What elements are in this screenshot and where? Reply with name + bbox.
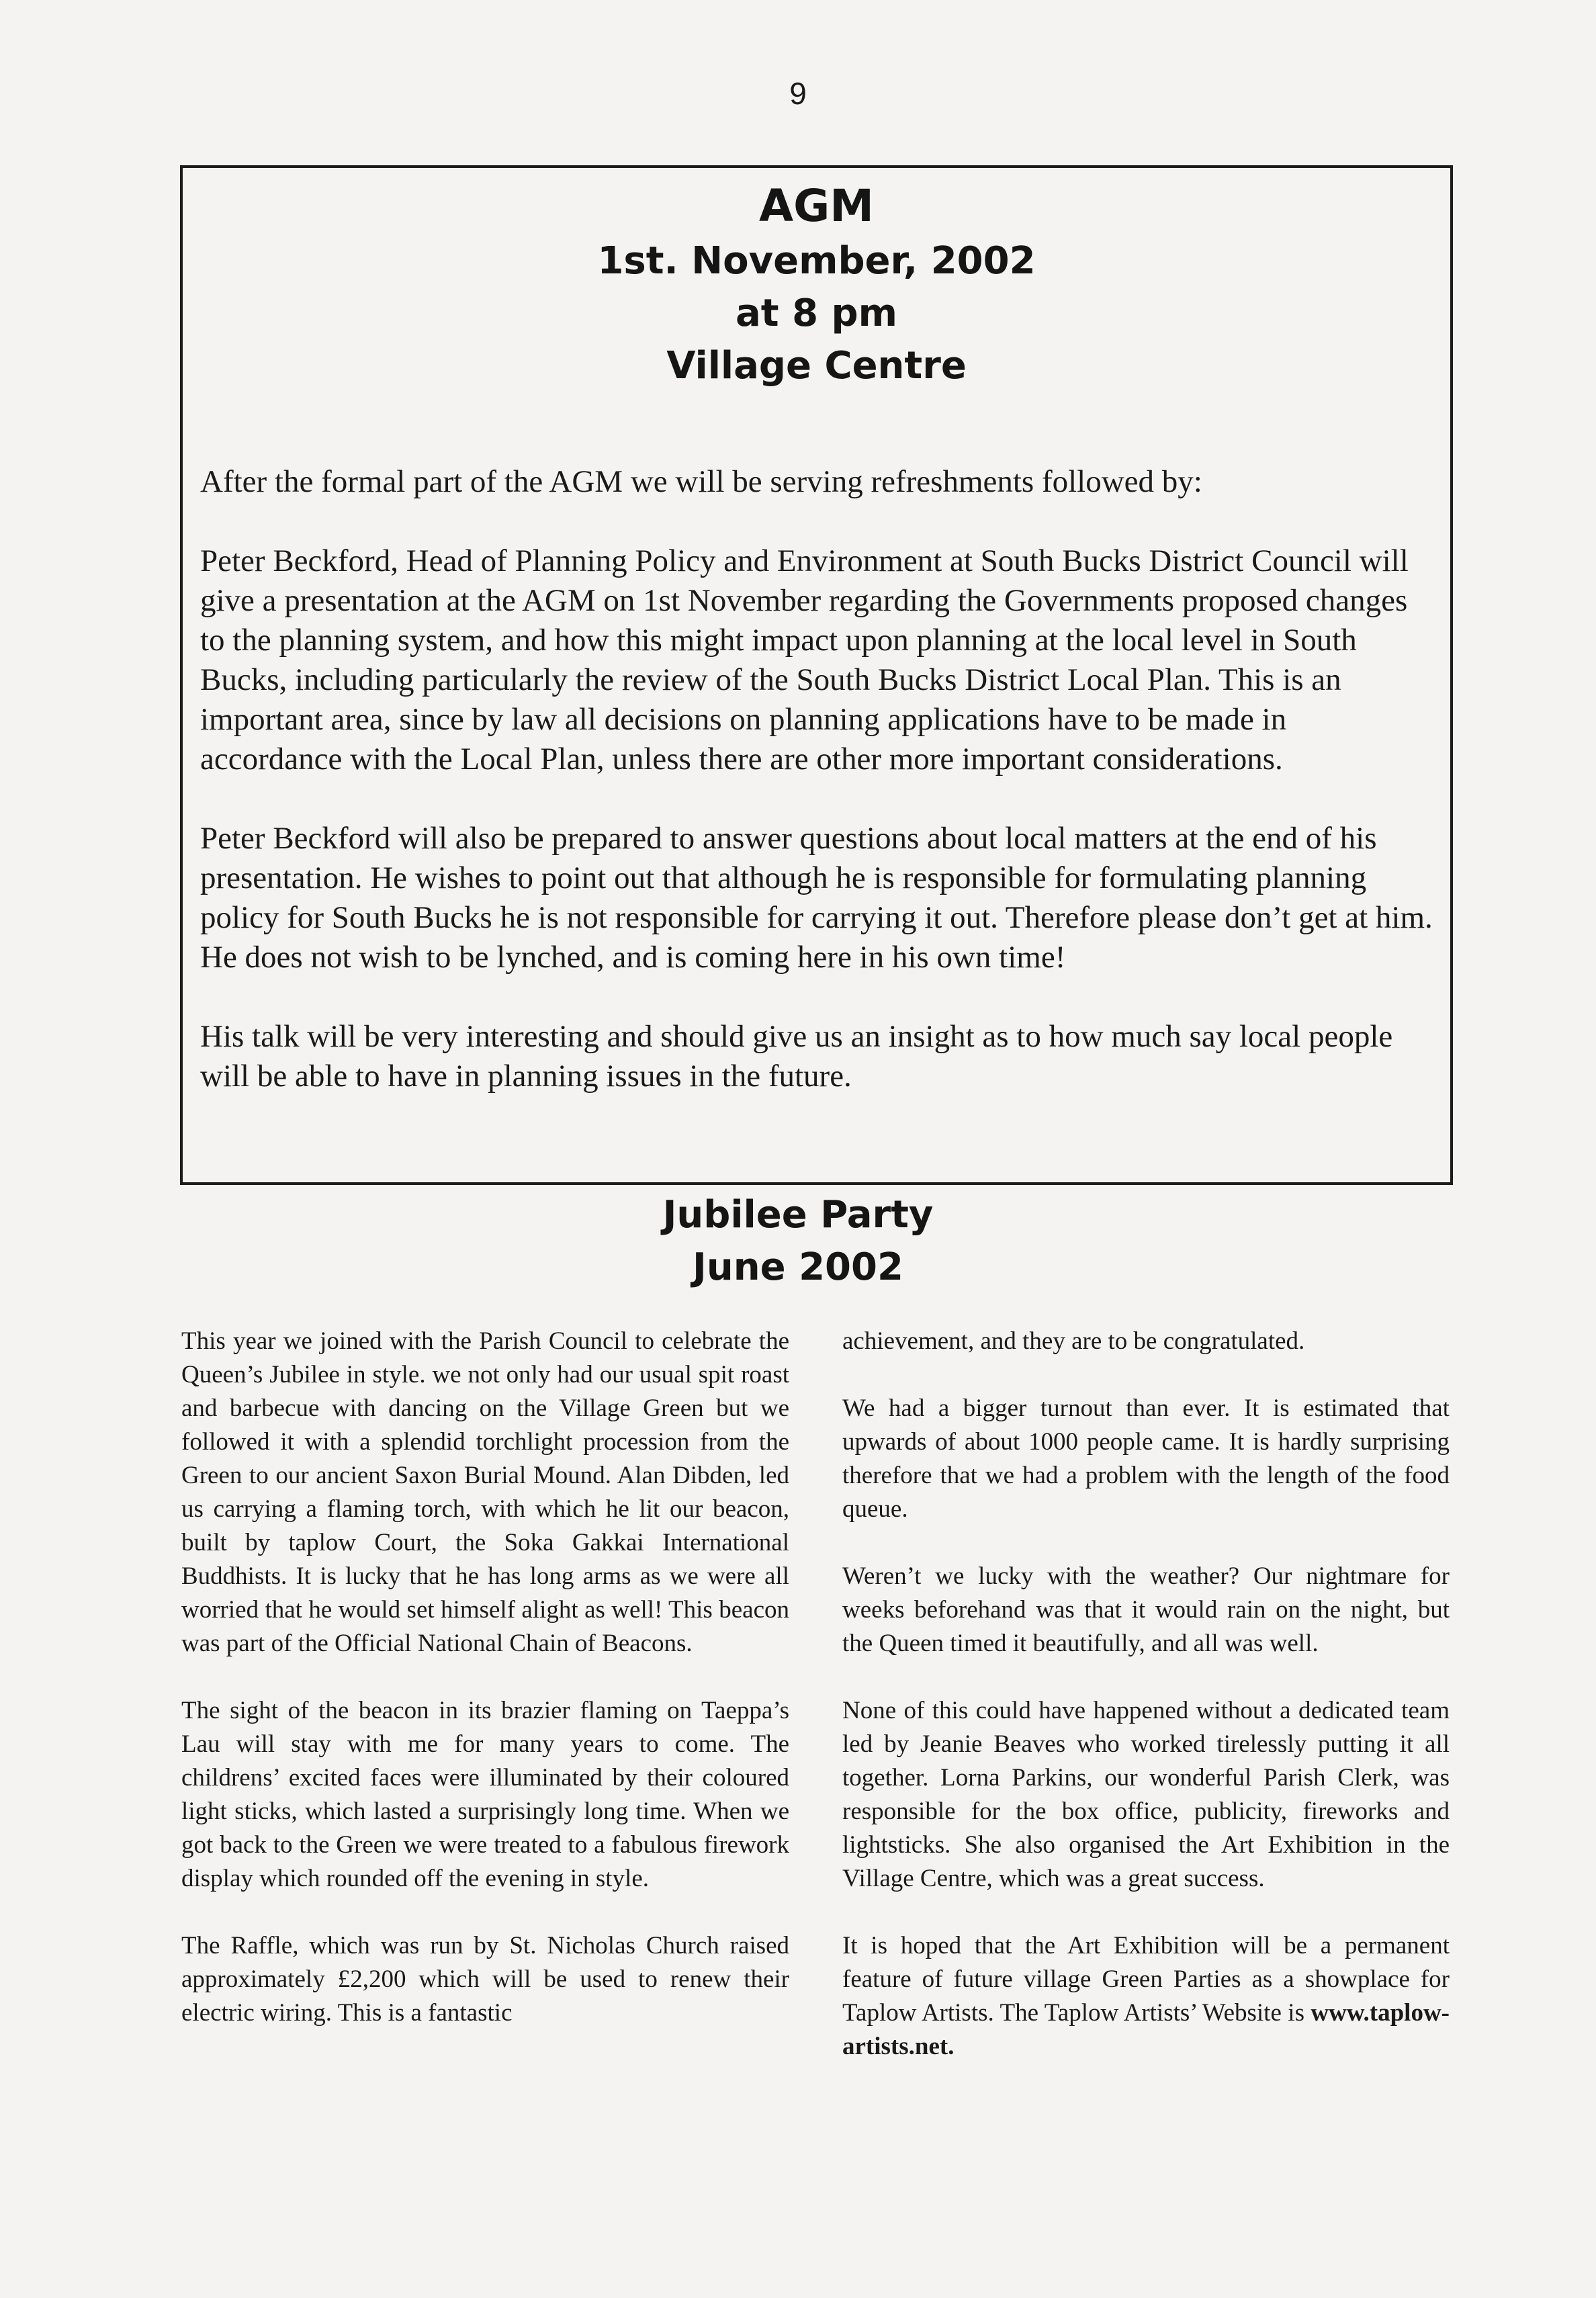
agm-date: 1st. November, 2002 xyxy=(597,239,1036,283)
agm-time: at 8 pm xyxy=(736,292,897,335)
agm-body xyxy=(200,462,1433,1136)
article-paragraph: None of this could have happened without a dedicated team led by Jeanie Beaves who worked tirelessly putting it all together. Lorna Parkins, our wonderful Parish Clerk, was responsible for the box office, publicity, fireworks and lightsticks. She also organised the Art Exhibition in the Village Centre, which was a great success. xyxy=(842,1697,1450,1892)
article-paragraph: This year we joined with the Parish Council to celebrate the Queen’s Jubilee in style. we not only had our usual spit roast and barbecue with dancing on the Village Green but we followed it with a splendid torchlight procession from the Green to our ancient Saxon Burial Mound. Alan Dibden, led us carrying a flaming torch, with which he lit our beacon, built by taplow Court, the Soka Gakkai International Buddhists. It is lucky that he has long arms as we were all worried that he would set himself alight as well! This beacon was part of the Official National Chain of Beacons. xyxy=(181,1327,789,1657)
jubilee-heading xyxy=(0,1189,1596,1294)
jubilee-right-column xyxy=(842,1325,1450,2097)
agm-title: AGM xyxy=(759,180,874,232)
agm-paragraph: Peter Beckford will also be prepared to answer questions about local matters at the end of his presentation. He wishes to point out that although he is responsible for formulating planning policy for South Bucks he is not responsible for carrying it out. Therefore please don’t get at him. He does not wish to be lynched, and is coming here in his own time! xyxy=(200,821,1433,975)
agm-notice-box xyxy=(180,165,1453,1185)
agm-paragraph: After the formal part of the AGM we will be serving refreshments followed by: xyxy=(200,464,1202,499)
final-paragraph-text: It is hoped that the Art Exhibition will be a permanent feature of future village Green Parties as a showplace for Taplow Artists. The Taplow Artists’ Website is xyxy=(842,1932,1450,2027)
article-paragraph: Weren’t we lucky with the weather? Our nightmare for weeks beforehand was that it would rain on the night, but the Queen timed it beautifully, and all was well. xyxy=(842,1562,1450,1657)
agm-paragraph: His talk will be very interesting and should give us an insight as to how much say local people will be able to have in planning issues in the future. xyxy=(200,1019,1393,1094)
article-paragraph: achievement, and they are to be congratulated. xyxy=(842,1327,1305,1355)
article-paragraph-final xyxy=(842,1929,1450,2064)
jubilee-title: Jubilee Party xyxy=(662,1193,934,1237)
website-link[interactable]: www.taplow-artists.net. xyxy=(842,1999,1450,2060)
agm-venue: Village Centre xyxy=(666,344,967,388)
article-paragraph: The sight of the beacon in its brazier flaming on Taeppa’s Lau will stay with me for many years to come. The childrens’ excited faces were illuminated by their coloured light sticks, which lasted a surprisingly long time. When we got back to the Green we were treated to a fabulous firework display which rounded off the evening in style. xyxy=(181,1697,789,1892)
article-paragraph: The Raffle, which was run by St. Nicholas Church raised approximately £2,200 which will be used to renew their electric wiring. This is a fantastic xyxy=(181,1932,789,2027)
jubilee-subtitle: June 2002 xyxy=(693,1245,903,1289)
agm-paragraph: Peter Beckford, Head of Planning Policy and Environment at South Bucks District Council will give a presentation at the AGM on 1st November regarding the Governments proposed changes to the planning system, and how this might impact upon planning at the local level in South Bucks, including particularly the review of the South Bucks District Local Plan. This is an important area, since by law all decisions on planning applications have to be made in accordance with the Local Plan, unless there are other more important considerations. xyxy=(200,543,1409,777)
page-number: 9 xyxy=(789,76,807,111)
jubilee-left-column xyxy=(181,1325,789,2064)
article-paragraph: We had a bigger turnout than ever. It is estimated that upwards of about 1000 people came. It is hardly surprising therefore that we had a problem with the length of the food queue. xyxy=(842,1395,1450,1523)
